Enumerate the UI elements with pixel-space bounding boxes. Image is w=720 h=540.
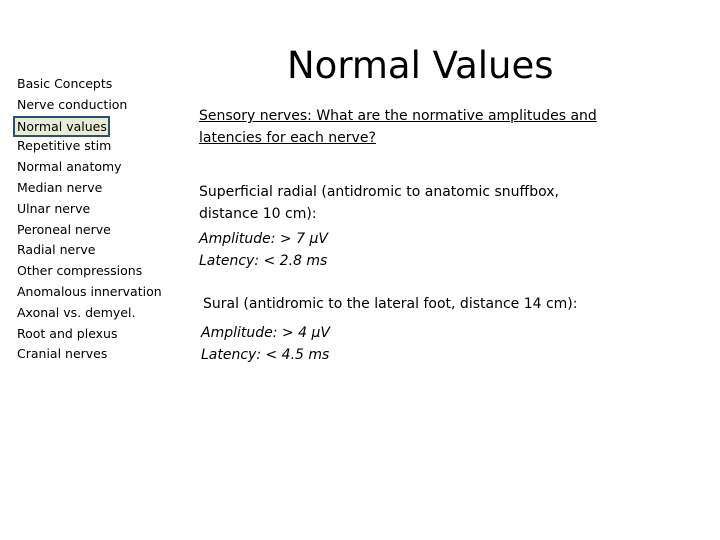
sidebar-item-label: Basic Concepts: [17, 76, 113, 91]
amplitude-value: Amplitude: > 4 µV: [201, 325, 330, 341]
sidebar-item-cranial-nerves[interactable]: [16, 344, 181, 365]
section-heading: Sural (antidromic to the lateral foot, distance 14 cm):: [203, 296, 578, 312]
page-title: Normal Values: [287, 44, 554, 87]
sidebar-item-basic-concepts[interactable]: [16, 74, 181, 95]
sidebar-item-normal-values[interactable]: [16, 116, 181, 137]
sidebar-item-label: Root and plexus: [17, 325, 118, 341]
sidebar-item-label: Repetitive stim: [17, 138, 112, 154]
sidebar-item-label: Normal anatomy: [17, 159, 122, 175]
section-superficial-radial: [199, 182, 559, 225]
amplitude-value: Amplitude: > 7 µV: [199, 231, 328, 247]
sidebar-nav: [16, 74, 181, 365]
latency-value: Latency: < 2.8 ms: [199, 252, 328, 269]
sidebar-item-label: Nerve conduction: [17, 96, 128, 112]
sidebar-item-label: Radial nerve: [17, 242, 96, 258]
values-superficial-radial: [199, 229, 328, 272]
sidebar-item-label: Cranial nerves: [17, 346, 108, 362]
question-text: Sensory nerves: What are the normative amplitudes and latencies for each nerve?: [199, 108, 597, 146]
sidebar-item-anomalous-innervation[interactable]: [16, 282, 181, 303]
sidebar-item-other-compressions[interactable]: [16, 261, 181, 282]
section-heading: Superficial radial (antidromic to anatomic snuffbox,: [199, 184, 559, 200]
sidebar-item-median-nerve[interactable]: [16, 178, 181, 199]
sidebar-item-axonal-vs-demyel[interactable]: [16, 303, 181, 324]
latency-value: Latency: < 4.5 ms: [201, 346, 330, 363]
sidebar-item-radial-nerve[interactable]: [16, 240, 181, 261]
section-sural: [203, 294, 577, 316]
sidebar-item-normal-anatomy[interactable]: [16, 157, 181, 178]
sidebar-item-label: Peroneal nerve: [17, 221, 111, 237]
sidebar-item-label: Axonal vs. demyel.: [17, 304, 136, 320]
sidebar-item-peroneal-nerve[interactable]: [16, 220, 181, 241]
sidebar-item-label: Anomalous innervation: [17, 283, 162, 299]
sidebar-item-label: Ulnar nerve: [17, 200, 91, 216]
sidebar-item-label: Normal values: [13, 116, 110, 137]
sidebar-item-label: Other compressions: [17, 263, 143, 279]
sidebar-item-nerve-conduction[interactable]: [16, 95, 181, 116]
section-heading-cont: distance 10 cm):: [199, 205, 317, 222]
sidebar-item-root-and-plexus[interactable]: [16, 324, 181, 345]
sidebar-item-ulnar-nerve[interactable]: [16, 199, 181, 220]
values-sural: [201, 323, 330, 366]
sidebar-item-label: Median nerve: [17, 179, 103, 195]
sidebar-item-repetitive-stim[interactable]: [16, 136, 181, 157]
